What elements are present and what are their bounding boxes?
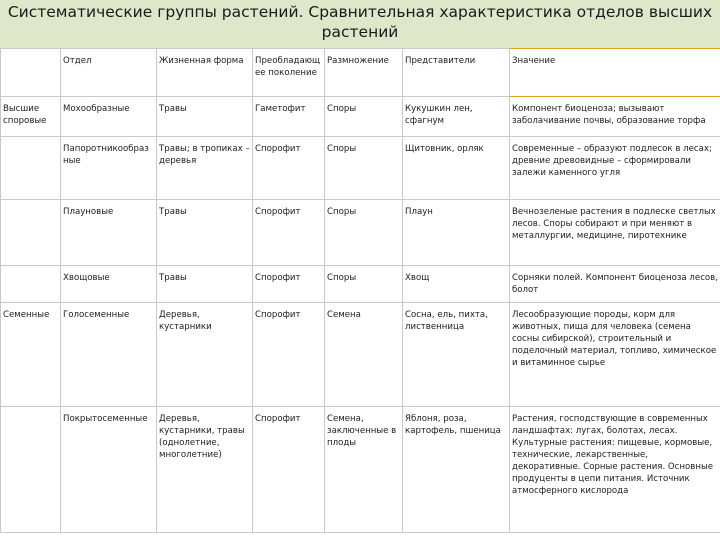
generation-cell: Гаметофит [253, 97, 325, 137]
page-title: Систематические группы растений. Сравнительная характеристика отделов высших растений [7, 3, 713, 41]
significance-cell: Растения, господствующие в современных ландшафтах: лугах, болотах, лесах. Культурные растения: пищевые, кормовые, технические, лекарственные, декоративные. Сорные растения. Основные продуценты в цепи питания. Источник атмосферного кислорода [510, 407, 720, 533]
representatives-cell: Хвощ [403, 266, 510, 303]
group-cell-empty [1, 407, 61, 533]
characteristics-table [0, 48, 720, 533]
group-cell-empty [1, 49, 61, 97]
group-label: Высшие споровые [1, 97, 61, 137]
column-header: Значение [510, 49, 720, 97]
column-header: Преобладающ ее поколение [253, 49, 325, 97]
life-form-cell: Травы [157, 97, 253, 137]
table-row [1, 303, 720, 407]
significance-cell: Компонент биоценоза; вызывают заболачивание почвы, образование торфа [510, 97, 720, 137]
generation-cell: Спорофит [253, 266, 325, 303]
group-cell-empty [1, 137, 61, 200]
reproduction-cell: Споры [325, 137, 403, 200]
table-row [1, 407, 720, 533]
division-cell: Голосеменные [61, 303, 157, 407]
division-cell: Папоротникообраз ные [61, 137, 157, 200]
significance-cell: Вечнозеленые растения в подлеске светлых лесов. Споры собирают и при меняют в металлургии, медицине, пиротехнике [510, 200, 720, 266]
generation-cell: Спорофит [253, 137, 325, 200]
table-row [1, 97, 720, 137]
table-row [1, 137, 720, 200]
reproduction-cell: Семена [325, 303, 403, 407]
generation-cell: Спорофит [253, 407, 325, 533]
representatives-cell: Кукушкин лен, сфагнум [403, 97, 510, 137]
life-form-cell: Травы; в тропиках – деревья [157, 137, 253, 200]
table-row [1, 266, 720, 303]
division-cell: Покрытосеменные [61, 407, 157, 533]
division-cell: Плауновые [61, 200, 157, 266]
generation-cell: Спорофит [253, 303, 325, 407]
representatives-cell: Щитовник, орляк [403, 137, 510, 200]
significance-cell: Сорняки полей. Компонент биоценоза лесов, болот [510, 266, 720, 303]
representatives-cell: Сосна, ель, пихта, лиственница [403, 303, 510, 407]
division-cell: Хвощовые [61, 266, 157, 303]
column-header: Представители [403, 49, 510, 97]
life-form-cell: Травы [157, 200, 253, 266]
table-header-row [1, 49, 720, 97]
table-row [1, 200, 720, 266]
division-cell: Мохообразные [61, 97, 157, 137]
reproduction-cell: Споры [325, 200, 403, 266]
significance-cell: Лесообразующие породы, корм для животных, пища для человека (семена сосны сибирской), строительный и поделочный материал, топливо, химическое и витаминное сырье [510, 303, 720, 407]
reproduction-cell: Споры [325, 97, 403, 137]
life-form-cell: Деревья, кустарники [157, 303, 253, 407]
group-cell-empty [1, 266, 61, 303]
column-header: Жизненная форма [157, 49, 253, 97]
column-header: Отдел [61, 49, 157, 97]
reproduction-cell: Семена, заключенные в плоды [325, 407, 403, 533]
generation-cell: Спорофит [253, 200, 325, 266]
column-header: Размножение [325, 49, 403, 97]
group-label: Семенные [1, 303, 61, 407]
title-bar [0, 0, 720, 48]
representatives-cell: Яблоня, роза, картофель, пшеница [403, 407, 510, 533]
significance-cell: Современные – образуют подлесок в лесах; древние древовидные – сформировали залежи каменного угля [510, 137, 720, 200]
life-form-cell: Травы [157, 266, 253, 303]
reproduction-cell: Споры [325, 266, 403, 303]
group-cell-empty [1, 200, 61, 266]
life-form-cell: Деревья, кустарники, травы (однолетние, многолетние) [157, 407, 253, 533]
representatives-cell: Плаун [403, 200, 510, 266]
